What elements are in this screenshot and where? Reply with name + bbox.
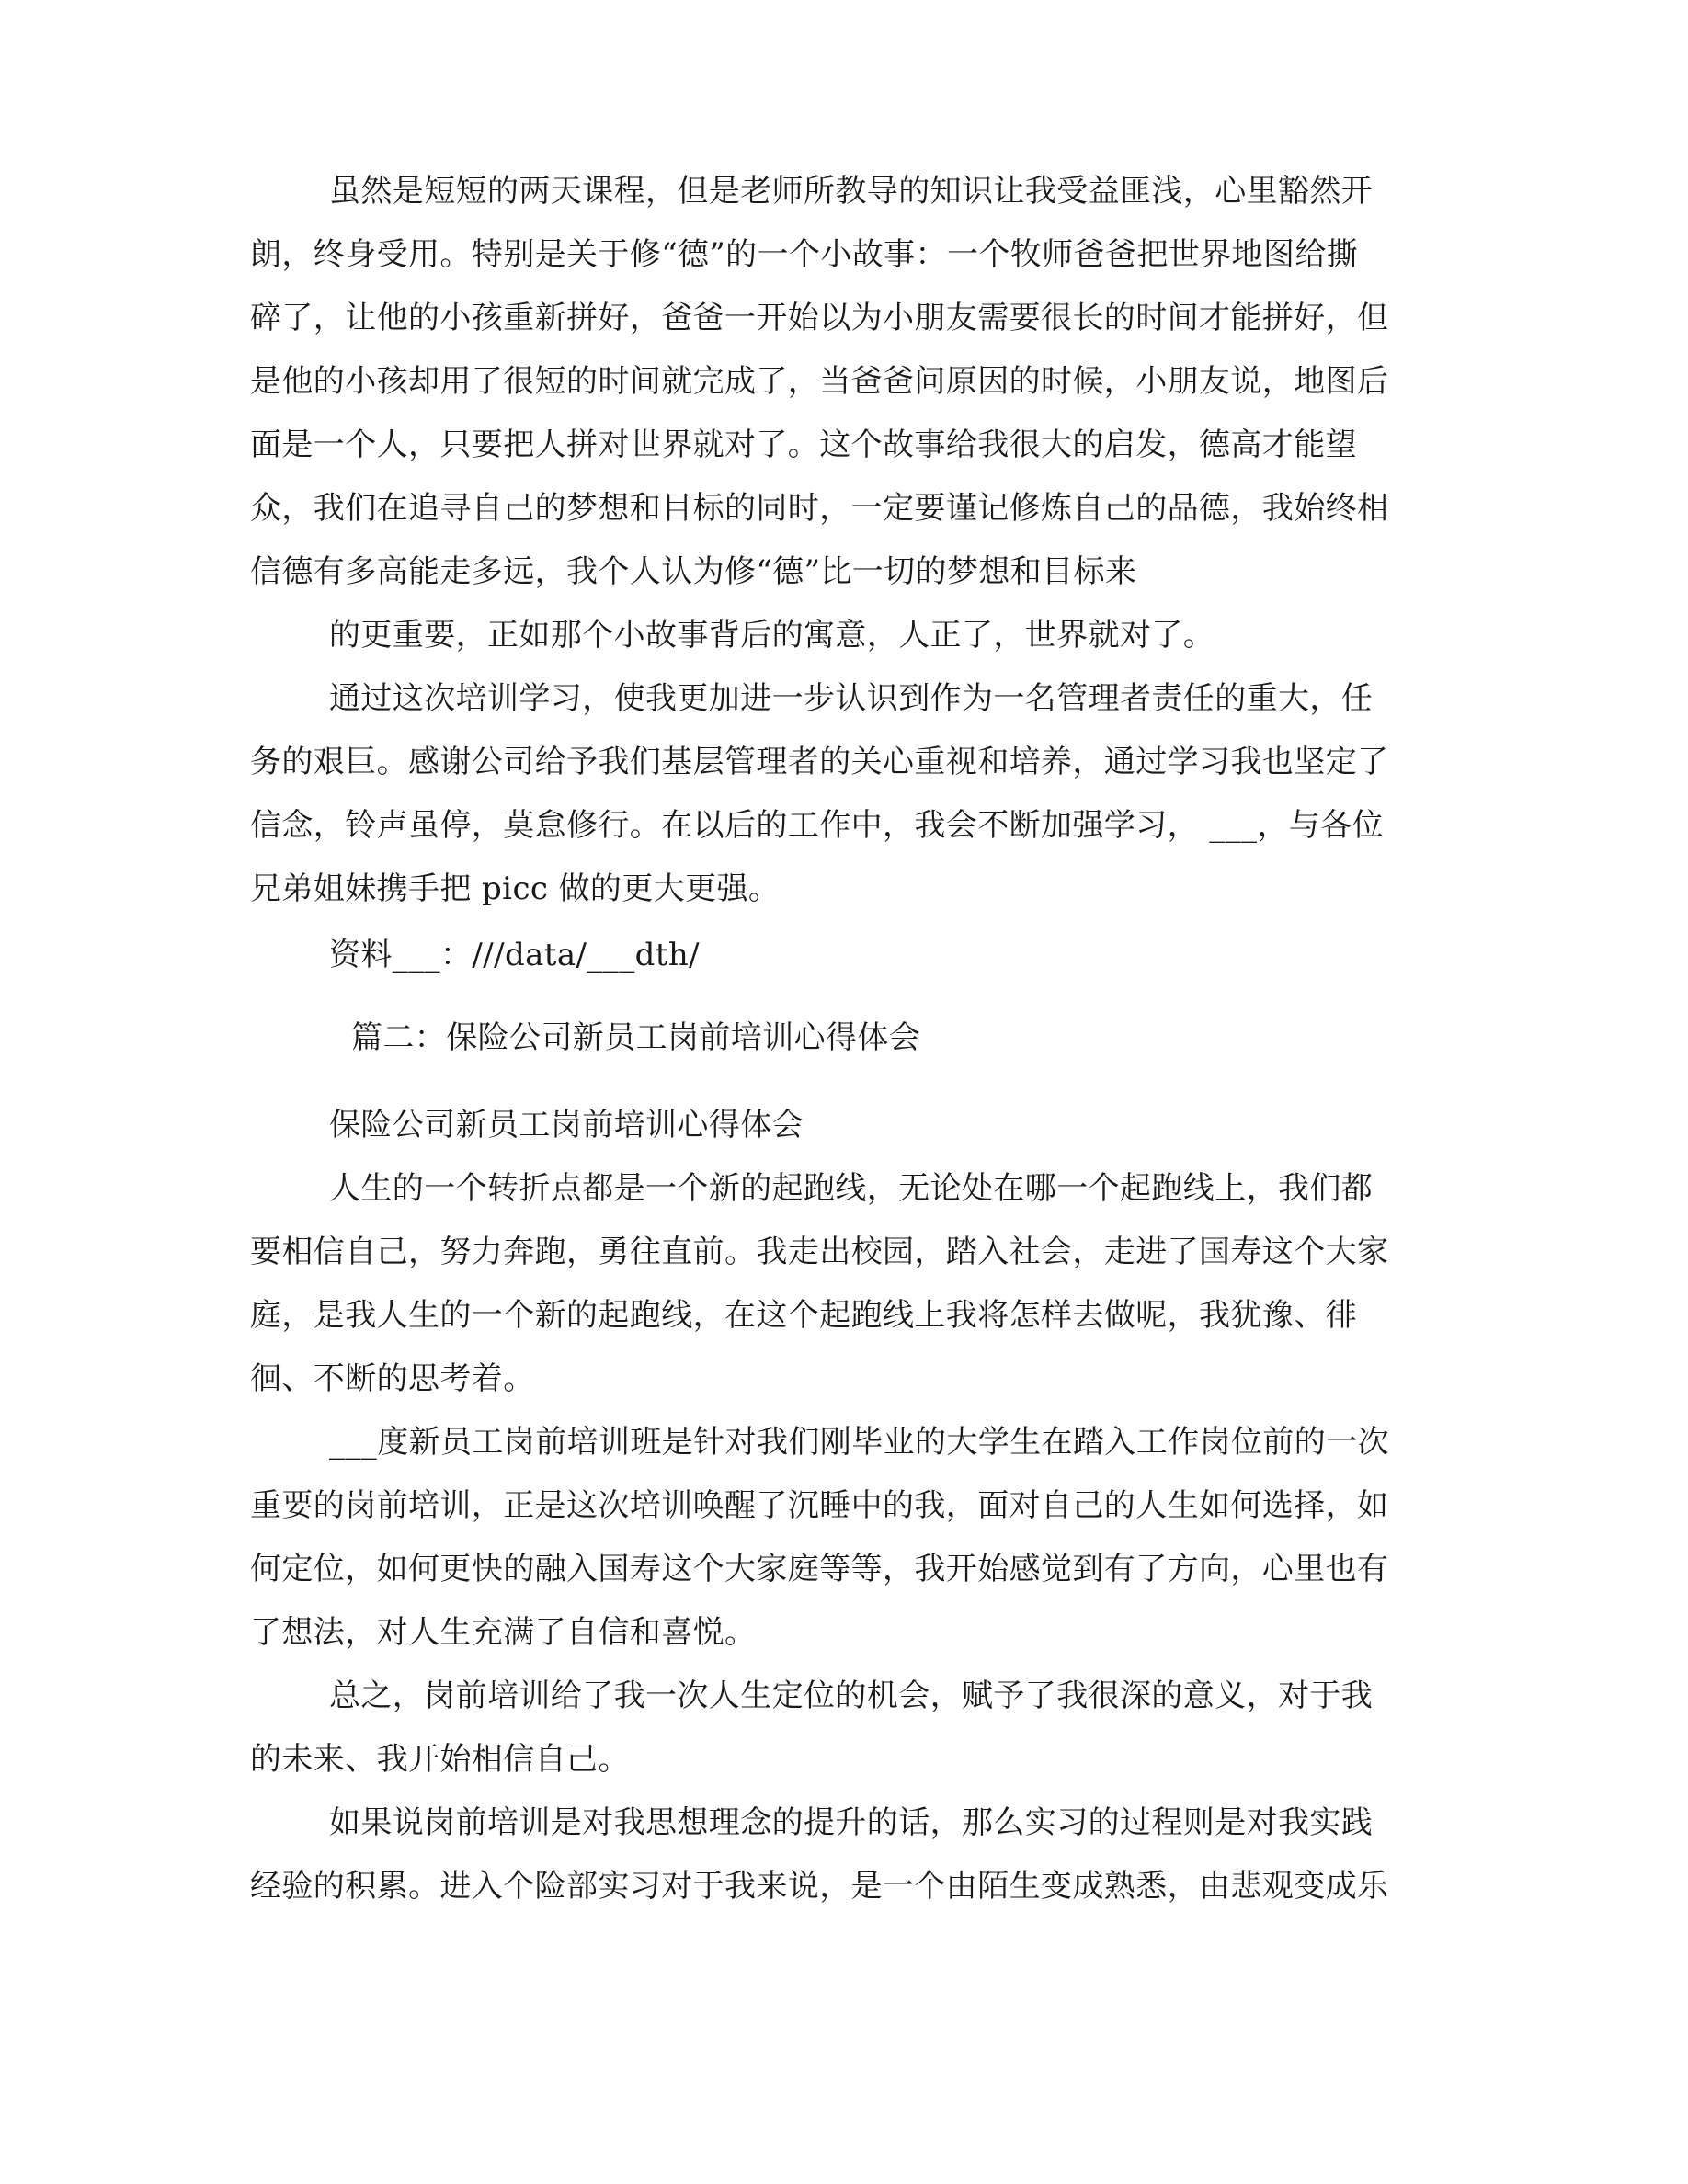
paragraph-line: 众，我们在追寻自己的梦想和目标的同时，一定要谨记修炼自己的品德，我始终相: [250, 490, 1389, 527]
paragraph-line: 人生的一个转折点都是一个新的起跑线，无论处在哪一个起跑线上，我们都: [329, 1170, 1374, 1207]
paragraph-line: 信念，铃声虽停，莫怠修行。在以后的工作中，我会不断加强学习， ___，与各位: [250, 807, 1385, 844]
paragraph-line: 要相信自己，努力奔跑，勇往直前。我走出校园，踏入社会，走进了国寿这个大家: [250, 1234, 1389, 1270]
paragraph-line: 庭，是我人生的一个新的起跑线，在这个起跑线上我将怎样去做呢，我犹豫、徘: [250, 1297, 1357, 1334]
paragraph-line: 经验的积累。进入个险部实习对于我来说，是一个由陌生变成熟悉，由悲观变成乐: [250, 1868, 1389, 1905]
paragraph-line: 务的艰巨。感谢公司给予我们基层管理者的关心重视和培养，通过学习我也坚定了: [250, 744, 1389, 780]
paragraph-line: 信德有多高能走多远，我个人认为修“德”比一切的梦想和目标来: [250, 553, 1137, 590]
paragraph-line: 如果说岗前培训是对我思想理念的提升的话，那么实习的过程则是对我实践: [329, 1804, 1374, 1841]
paragraph-line: 的未来、我开始相信自己。: [250, 1741, 630, 1778]
section-heading: 篇二：保险公司新员工岗前培训心得体会: [351, 1019, 921, 1056]
source-line: 资料___：///data/___dth/: [329, 937, 700, 973]
paragraph-line: 徊、不断的思考着。: [250, 1360, 535, 1397]
paragraph-line: 面是一个人，只要把人拼对世界就对了。这个故事给我很大的启发，德高才能望: [250, 427, 1357, 463]
paragraph-line: 了想法，对人生充满了自信和喜悦。: [250, 1614, 757, 1651]
paragraph-line: 兄弟姐妹携手把 picc 做的更大更强。: [250, 870, 781, 907]
paragraph-line: ___度新员工岗前培训班是针对我们刚毕业的大学生在踏入工作岗位前的一次: [329, 1424, 1389, 1461]
paragraph-line: 总之，岗前培训给了我一次人生定位的机会，赋予了我很深的意义，对于我: [329, 1678, 1374, 1714]
paragraph-line: 虽然是短短的两天课程，但是老师所教导的知识让我受益匪浅，心里豁然开: [329, 173, 1374, 210]
paragraph-line: 碎了，让他的小孩重新拼好，爸爸一开始以为小朋友需要很长的时间才能拼好，但: [250, 300, 1389, 336]
section-subtitle: 保险公司新员工岗前培训心得体会: [329, 1107, 804, 1143]
paragraph-line: 是他的小孩却用了很短的时间就完成了，当爸爸问原因的时候，小朋友说，地图后: [250, 363, 1389, 400]
paragraph-line: 通过这次培训学习，使我更加进一步认识到作为一名管理者责任的重大，任: [329, 680, 1374, 717]
paragraph-line: 的更重要，正如那个小故事背后的寓意，人正了，世界就对了。: [329, 617, 1215, 654]
paragraph-line: 重要的岗前培训，正是这次培训唤醒了沉睡中的我，面对自己的人生如何选择，如: [250, 1487, 1389, 1524]
paragraph-line: 朗，终身受用。特别是关于修“德”的一个小故事：一个牧师爸爸把世界地图给撕: [250, 236, 1359, 273]
paragraph-line: 何定位，如何更快的融入国寿这个大家庭等等，我开始感觉到有了方向，心里也有: [250, 1551, 1389, 1587]
